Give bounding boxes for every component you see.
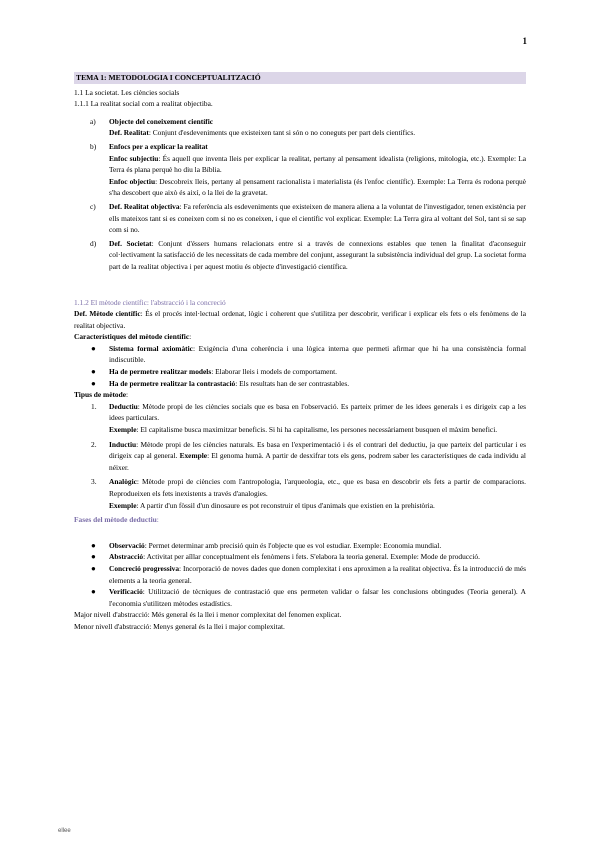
bullet-icon: ● xyxy=(91,343,96,353)
abstraction-major-line: Major nivell d'abstracció: Més general és la llei i menor complexitat del fenomen explicat. xyxy=(74,610,342,620)
item-marker: d) xyxy=(90,238,97,248)
item-title: Objecte del coneixement científic xyxy=(109,116,214,126)
lettered-item xyxy=(74,141,526,199)
lettered-item xyxy=(74,116,526,139)
item-marker: a) xyxy=(90,116,96,126)
definition-text: : Conjunt d'esdeveniments que existeixen tant si són o no coneguts per part dels científics. xyxy=(148,128,416,138)
bullet-icon: ● xyxy=(91,552,96,562)
bullet-item: ● Concreció progressiva: Incorporació de noves dades que donen complexitat i ens aproximen a la realitat objectiva. És la introducció de més elements a la teoria general. xyxy=(91,563,526,585)
definition-label: Def. Realitat xyxy=(109,128,149,138)
item-marker: 3. xyxy=(91,477,97,487)
numbered-item: 1. Deductiu: Mètode propi de les ciències socials que es basa en l'observació. Es parteix primer de les idees generals i es dirigeix cap a les idees particulars. Exemple: El capitalisme busca maximitzar beneficis. Si hi ha capitalisme, les persones necessàriament busquen el màxim benefici. xyxy=(91,401,526,435)
definition-paragraph xyxy=(74,308,526,331)
lettered-item xyxy=(74,238,526,273)
bullet-icon: ● xyxy=(91,587,96,597)
bullet-icon: ● xyxy=(91,378,96,388)
numbered-item: 3. Analògic: Mètode propi de ciències com l'antropologia, l'arqueologia, etc., que es basa en descobrir els fets a partir de comparacions. Reprodueixen els fets inexistents a través d'analogies. Exemple: A partir d'un fòssil d'un dinosaure es pot reconstruir el tipus d'animals que existien en la prehistòria. xyxy=(91,477,526,510)
phases-list xyxy=(74,540,526,610)
phases-heading: Fases del mètode deductiu: xyxy=(74,515,159,525)
method-types-list xyxy=(74,401,526,511)
method-types-heading: Tipus de mètode: xyxy=(74,390,129,400)
document-content xyxy=(74,72,526,633)
definition-label: Def. Realitat objectiva xyxy=(109,201,180,211)
bullet-item: ● Observació: Permet determinar amb precisió quin és l'objecte que es vol estudiar. Exemple: Economia mundial. xyxy=(91,540,442,550)
definition-label: Def. Mètode científic xyxy=(74,309,141,319)
section-1-1-1-heading: 1.1.1 La realitat social com a realitat objectiba. xyxy=(74,99,213,109)
bullet-item: ● Sistema formal axiomàtic: Exigència d'una coherència i una lògica interna que permeti afirmar que hi ha una consistència formal indiscutible. xyxy=(91,343,526,365)
item-marker: c) xyxy=(90,201,96,211)
definition-text: : És el procés intel·lectual ordenat, lògic i coherent que s'utilitza per descobrir, verificar i explicar els fets o els fenòmens de la realitat objectiva. xyxy=(74,309,526,330)
item-marker: 2. xyxy=(91,439,97,449)
lettered-item xyxy=(74,201,526,236)
definition-text: : És aquell que inventa lleis per explicar la realitat, pertany al pensament idealista (religions, mitologia, etc.). Exemple: La Terra és plana perquè ho diu la Bíblia. xyxy=(109,153,526,175)
section-1-1-heading: 1.1 La societat. Les ciències socials xyxy=(74,87,180,97)
bullet-item: ● Verificació: Utilització de tècniques de contrastació que ens permeten validar o falsar les conclusions obtingudes (Teoria general). A l'economia s'utilitzen mètodes estadístics. xyxy=(91,587,526,608)
bullet-icon: ● xyxy=(91,540,96,550)
item-marker: 1. xyxy=(91,401,97,411)
definition-text: : Conjunt d'éssers humans relacionats entre si a través de connexions estables que tenen la finalitat d'aconseguir col·lectivament la satisfacció de les necessitats de cada membre del conjunt, assegurant la subsistència individual del grup. La societat forma part de la realitat objectiva i per aquest motiu és objecte d'investigació científica. xyxy=(109,238,527,271)
bullet-item: ● Ha de permetre realitzar la contrastació: Els resultats han de ser contrastables. xyxy=(91,378,350,388)
abstraction-minor-line: Menor nivell d'abstracció: Menys general és la llei i major complexitat. xyxy=(74,621,285,631)
definition-label: Def. Societat xyxy=(109,238,152,248)
definition-label: Enfoc objectiu xyxy=(109,176,156,186)
section-1-1-2-heading: 1.1.2 El mètode científic: l'abstracció i la concreció xyxy=(74,297,226,307)
characteristics-list xyxy=(74,343,526,389)
bullet-item: ● Ha de permetre realitzar models: Elaborar lleis i models de comportament. xyxy=(91,367,338,377)
definition-text: : Descobreix lleis, pertany al pensament racionalista i materialista (és l'enfoc científic). Exemple: La Terra és rodona perquè s'ha descobert que això és així, o la llei de la gravetat. xyxy=(109,176,526,198)
page-number: 1 xyxy=(522,36,527,46)
item-title: Enfocs per a explicar la realitat xyxy=(109,141,208,151)
definition-label: Enfoc subjectiu xyxy=(109,153,159,163)
characteristics-heading: Característiques del mètode científic: xyxy=(74,332,192,342)
definition-text: : Fa referència als esdeveniments que existeixen de manera aliena a la voluntat de l'investigador, tenen existència per ells mateixos tant si es coneixen com si no es coneixen, i que el científic vol explicar. Exemple: La Terra gira al voltant del Sol, tant si se sap com si no. xyxy=(109,201,526,235)
lettered-list xyxy=(74,116,526,273)
footer-author: ellee xyxy=(58,828,71,834)
chapter-title: TEMA 1: METODOLOGIA I CONCEPTUALITZACIÓ xyxy=(74,72,526,84)
numbered-item: 2. Inductiu: Mètode propi de les ciències naturals. Es basa en l'experimentació i és el contrari del deductiu, ja que parteix del particular i es dirigeix cap al general. Exemple: El genoma humà. A partir de desxifrar tots els gens, podrem saber les característiques de cada individu al néixer. xyxy=(91,439,526,472)
item-marker: b) xyxy=(90,141,97,151)
bullet-item: ● Abstracció: Activitat per aïllar conceptualment els fenòmens i fets. S'elabora la teoria general. Exemple: Mode de producció. xyxy=(91,552,480,562)
bullet-icon: ● xyxy=(91,563,96,573)
bullet-icon: ● xyxy=(91,367,96,377)
